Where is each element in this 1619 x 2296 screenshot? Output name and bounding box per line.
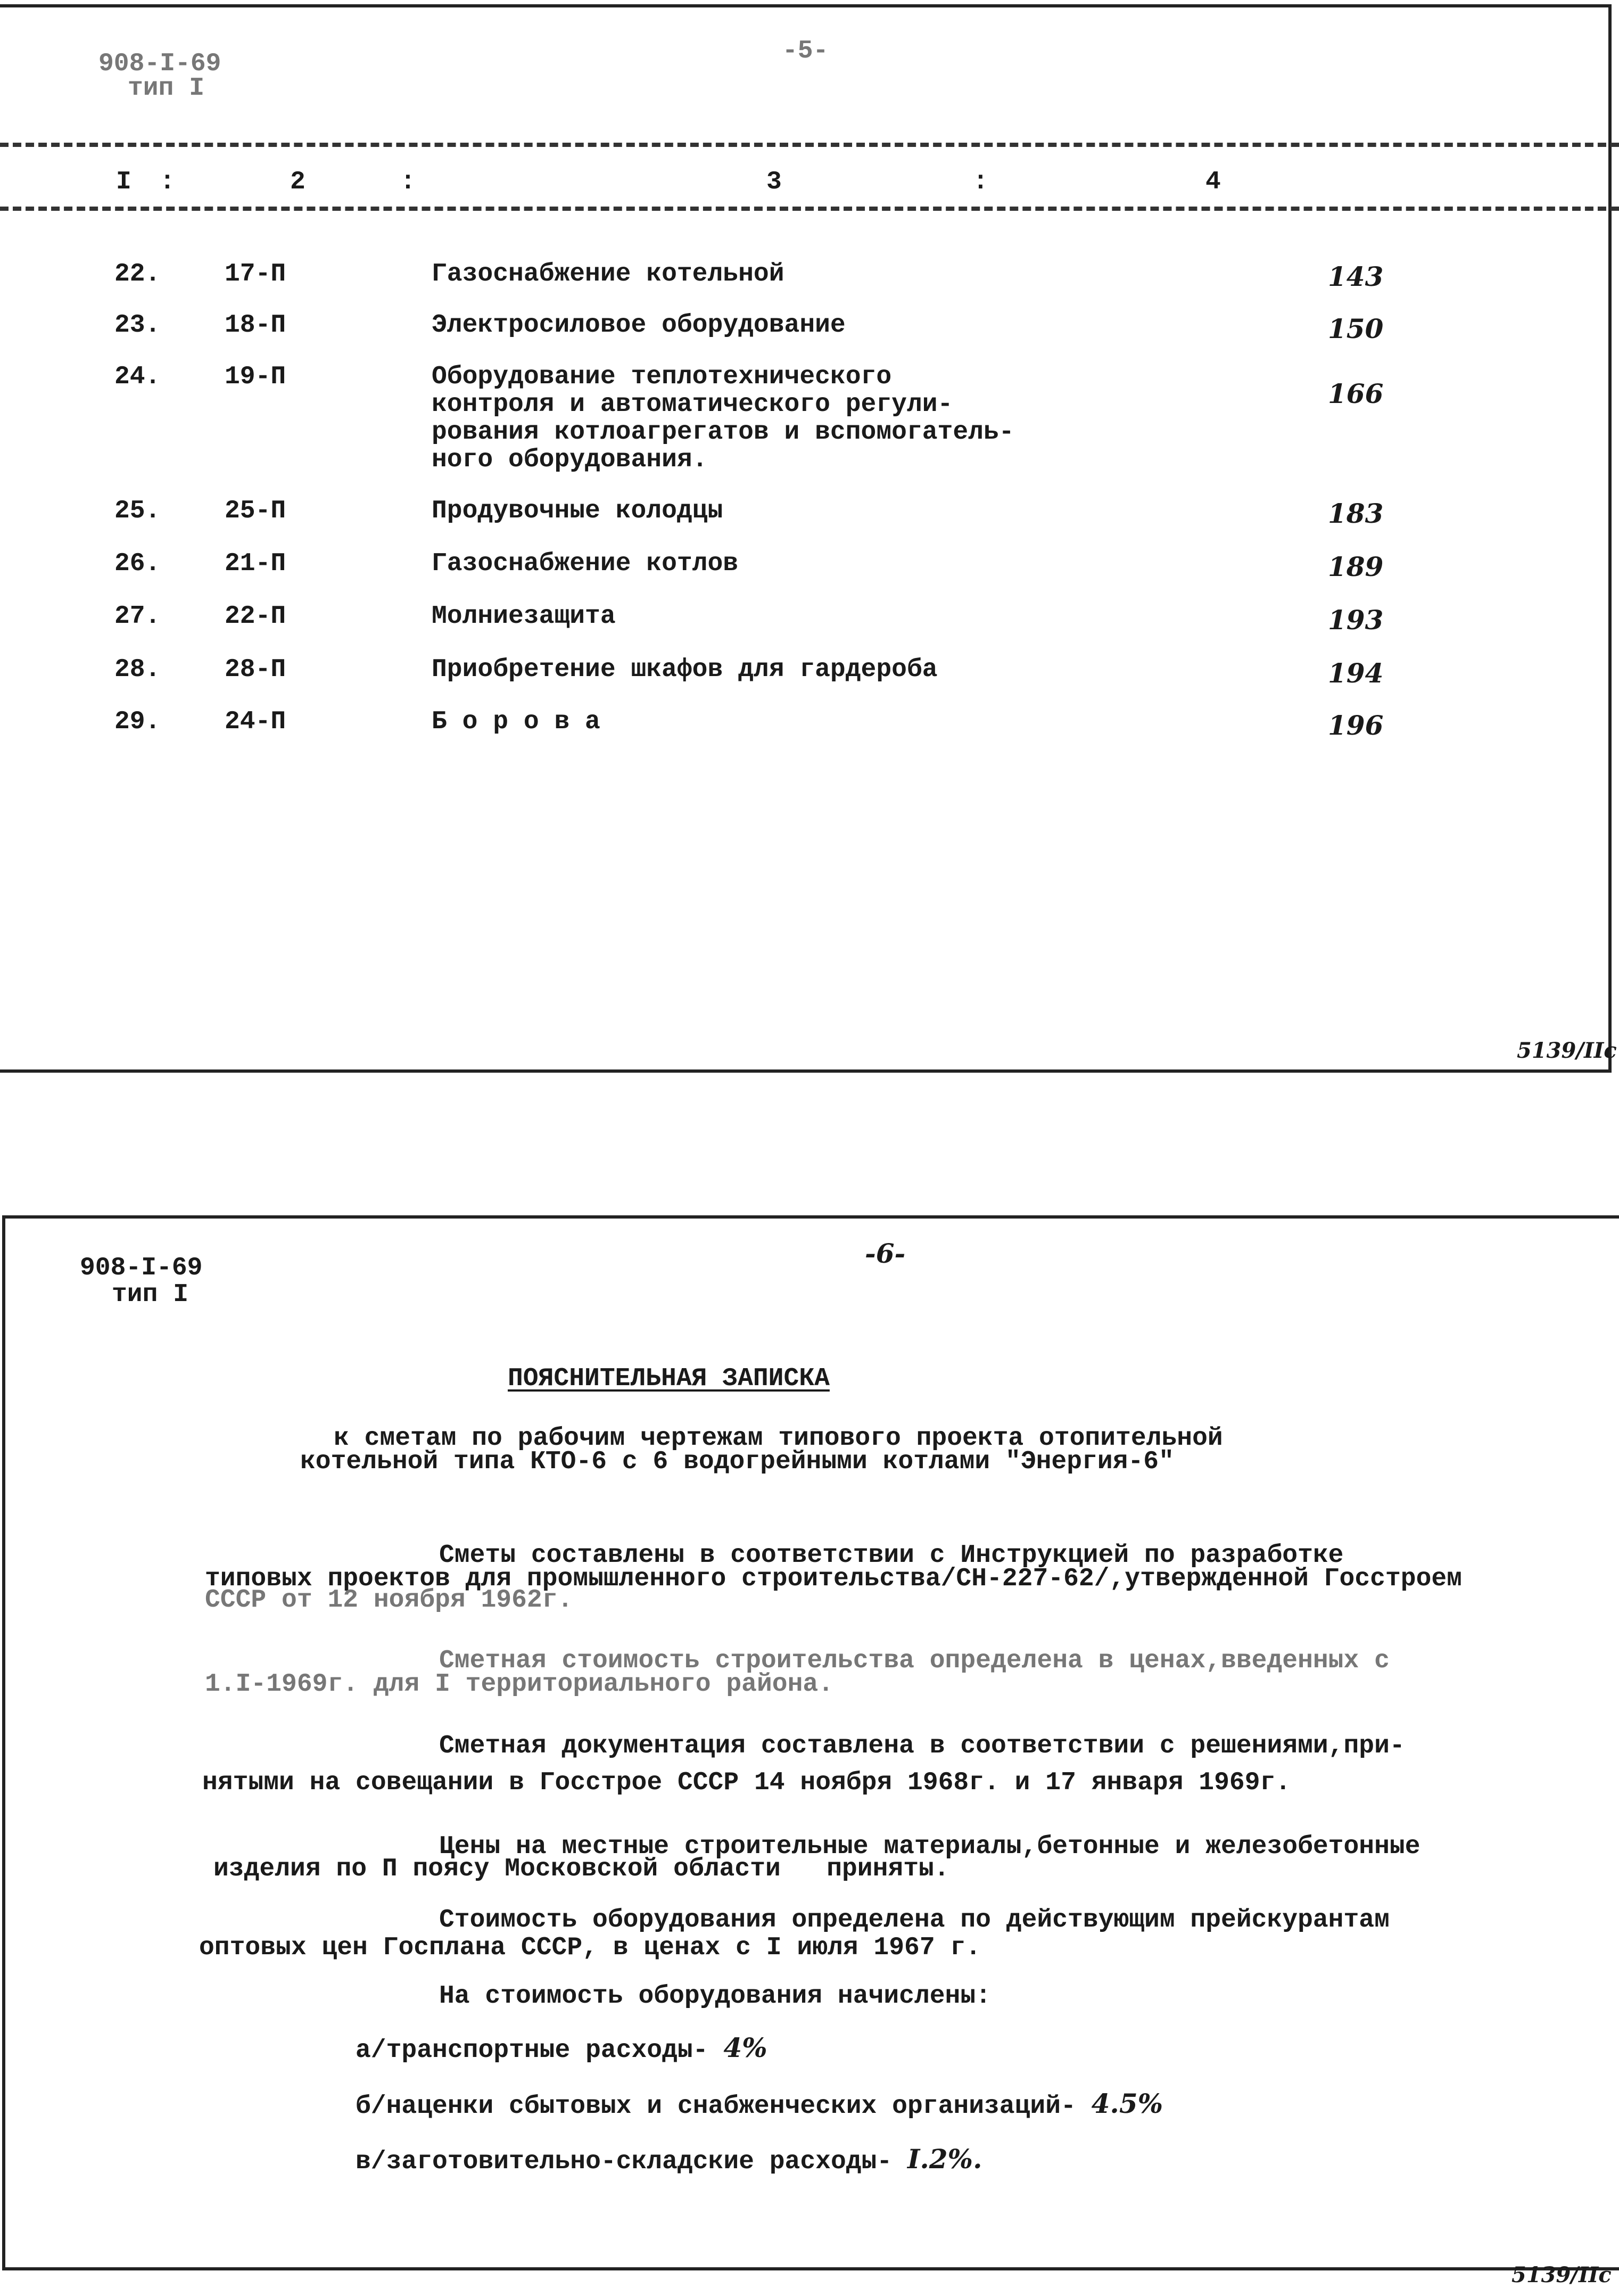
row-number: 23. [114, 311, 161, 340]
divider [0, 143, 1619, 147]
row-title-line: ного оборудования. [432, 446, 708, 474]
charge-item [356, 2088, 1163, 2121]
doc-type: тип I [112, 1280, 189, 1309]
column-separator: : [400, 168, 416, 196]
row-number: 29. [114, 707, 161, 736]
row-title-line: Приобретение шкафов для гардероба [432, 655, 938, 684]
row-number: 26. [114, 549, 161, 578]
row-title-line: контроля и автоматического регули- [432, 390, 953, 419]
paragraph-line: Сметы составлены в соответствии с Инструкцией по разработке [439, 1541, 1344, 1570]
column-header: I [116, 168, 131, 196]
charge-label: б/наценки сбытовых и снабженческих организаций- [356, 2092, 1092, 2121]
row-number: 24. [114, 363, 161, 391]
doc-type: тип I [128, 74, 205, 103]
row-code: 21-П [225, 549, 286, 578]
column-header: 4 [1205, 168, 1221, 196]
row-title-line: Продувочные колодцы [432, 497, 723, 525]
charge-item [356, 2032, 767, 2065]
column-separator: : [973, 168, 988, 196]
page-1-border [0, 4, 1612, 1073]
charges-intro: На стоимость оборудования начислены: [439, 1982, 991, 2011]
column-header: 2 [290, 168, 305, 196]
doc-code: 908-I-69 [98, 50, 221, 78]
archive-stamp: 5139/IIс [1511, 2262, 1612, 2287]
charge-value: 4% [723, 2032, 767, 2063]
row-title-line: Газоснабжение котлов [432, 549, 739, 578]
column-header: 3 [766, 168, 782, 196]
row-number: 22. [114, 260, 161, 289]
charge-label: в/заготовительно-складские расходы- [356, 2147, 907, 2176]
row-page: 166 [1328, 378, 1384, 409]
divider [0, 207, 1619, 211]
paragraph-line: СССР от 12 ноября 1962г. [205, 1586, 573, 1615]
charge-value: I.2%. [907, 2143, 982, 2175]
doc-code: 908-I-69 [80, 1254, 203, 1282]
charge-label: а/транспортные расходы- [356, 2036, 724, 2065]
row-title-line: рования котлоагрегатов и вспомогатель- [432, 418, 1014, 447]
paragraph-line: Сметная документация составлена в соответствии с решениями,при- [439, 1732, 1405, 1760]
paragraph-line: Стоимость оборудования определена по действующим прейскурантам [439, 1906, 1390, 1935]
row-code: 28-П [225, 655, 286, 684]
row-page: 194 [1328, 657, 1384, 689]
row-number: 28. [114, 655, 161, 684]
column-separator: : [160, 168, 175, 196]
row-title-line: Газоснабжение котельной [432, 260, 784, 289]
paragraph-line: типовых проектов для промышленного строительства/СН-227-62/,утвержденной Госстроем [205, 1565, 1462, 1593]
row-code: 24-П [225, 707, 286, 736]
paragraph-line: изделия по П поясу Московской области приняты. [213, 1855, 949, 1883]
paragraph-line: 1.I-1969г. для I территориального района. [205, 1670, 833, 1699]
row-number: 27. [114, 602, 161, 631]
paragraph-line: нятыми на совещании в Госстрое СССР 14 ноября 1968г. и 17 января 1969г. [202, 1768, 1291, 1797]
row-page: 183 [1328, 498, 1384, 529]
page-number: -5- [782, 37, 829, 65]
charge-item [356, 2143, 982, 2176]
row-page: 193 [1328, 604, 1384, 636]
row-title-line: Молниезащита [432, 602, 616, 631]
row-number: 25. [114, 497, 161, 525]
row-code: 22-П [225, 602, 286, 631]
page-number: -6- [865, 1238, 906, 1269]
row-code: 19-П [225, 363, 286, 391]
subtitle-line: котельной типа КТО-6 с 6 водогрейными котлами "Энергия-6" [300, 1447, 1174, 1476]
subtitle-line: к сметам по рабочим чертежам типового проекта отопительной [334, 1424, 1223, 1453]
row-code: 25-П [225, 497, 286, 525]
document-title: ПОЯСНИТЕЛЬНАЯ ЗАПИСКА [508, 1364, 830, 1393]
archive-stamp: 5139/IIс [1517, 1038, 1617, 1063]
paragraph-line: оптовых цен Госплана СССР, в ценах с I июля 1967 г. [199, 1933, 981, 1962]
row-code: 17-П [225, 260, 286, 289]
paragraph-line: Цены на местные строительные материалы,бетонные и железобетонные [439, 1832, 1420, 1861]
row-title-line: Б о р о в а [432, 707, 600, 736]
row-page: 150 [1328, 313, 1384, 344]
row-title-line: Электросиловое оборудование [432, 311, 846, 340]
row-title-line: Оборудование теплотехнического [432, 363, 892, 391]
row-page: 143 [1328, 261, 1384, 292]
charge-value: 4.5% [1091, 2088, 1163, 2119]
row-code: 18-П [225, 311, 286, 340]
row-page: 189 [1328, 551, 1384, 582]
paragraph-line: Сметная стоимость строительства определена в ценах,введенных с [439, 1647, 1390, 1675]
row-page: 196 [1328, 710, 1384, 741]
